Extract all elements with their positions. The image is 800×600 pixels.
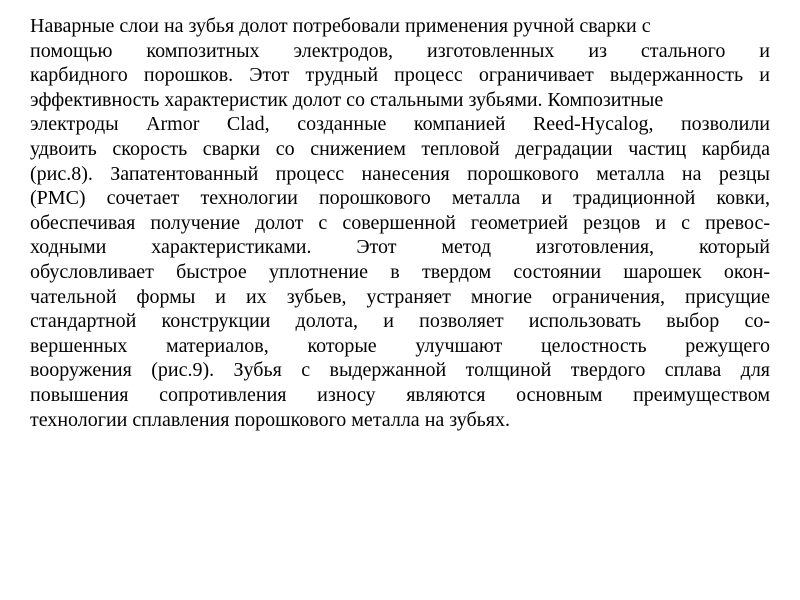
text-line: помощью композитных электродов, изготовленных из стального и <box>30 39 770 62</box>
body-paragraph <box>30 14 770 432</box>
text-line: Наварные слои на зубья долот потребовали применения ручной сварки с <box>30 15 651 37</box>
text-line: вооружения (рис.9). Зубья с выдержанной толщиной твердого сплава для <box>30 359 770 382</box>
text-line: обусловливает быстрое уплотнение в твердом состоянии шарошек окон- <box>30 260 770 283</box>
text-line: (рис.8). Запатентованный процесс нанесения порошкового металла на резцы <box>30 162 770 185</box>
text-line: удвоить скорость сварки со снижением тепловой деградации частиц карбида <box>30 137 770 160</box>
text-line: обеспечивая получение долот с совершенной геометрией резцов и с превос- <box>30 211 770 234</box>
text-line: карбидного порошков. Этот трудный процесс ограничивает выдержанность и <box>30 64 770 87</box>
text-line: ходными характеристиками. Этот метод изготовления, который <box>30 236 770 259</box>
text-line: технологии сплавления порошкового металла на зубьях. <box>30 408 510 431</box>
text-line: эффективность характеристик долот со стальными зубьями. Композитные <box>30 88 664 111</box>
text-line: стандартной конструкции долота, и позволяет использовать выбор со- <box>30 310 770 333</box>
text-line: электроды Armor Clad, созданные компанией Reed-Hycalog, позволили <box>30 113 770 136</box>
text-line: чательной формы и их зубьев, устраняет многие ограничения, присущие <box>30 285 770 308</box>
text-line: повышения сопротивления износу являются основным преимуществом <box>30 383 770 406</box>
text-line: вершенных материалов, которые улучшают целостность режущего <box>30 334 770 357</box>
text-line: (PMC) сочетает технологии порошкового металла и традиционной ковки, <box>30 187 770 210</box>
